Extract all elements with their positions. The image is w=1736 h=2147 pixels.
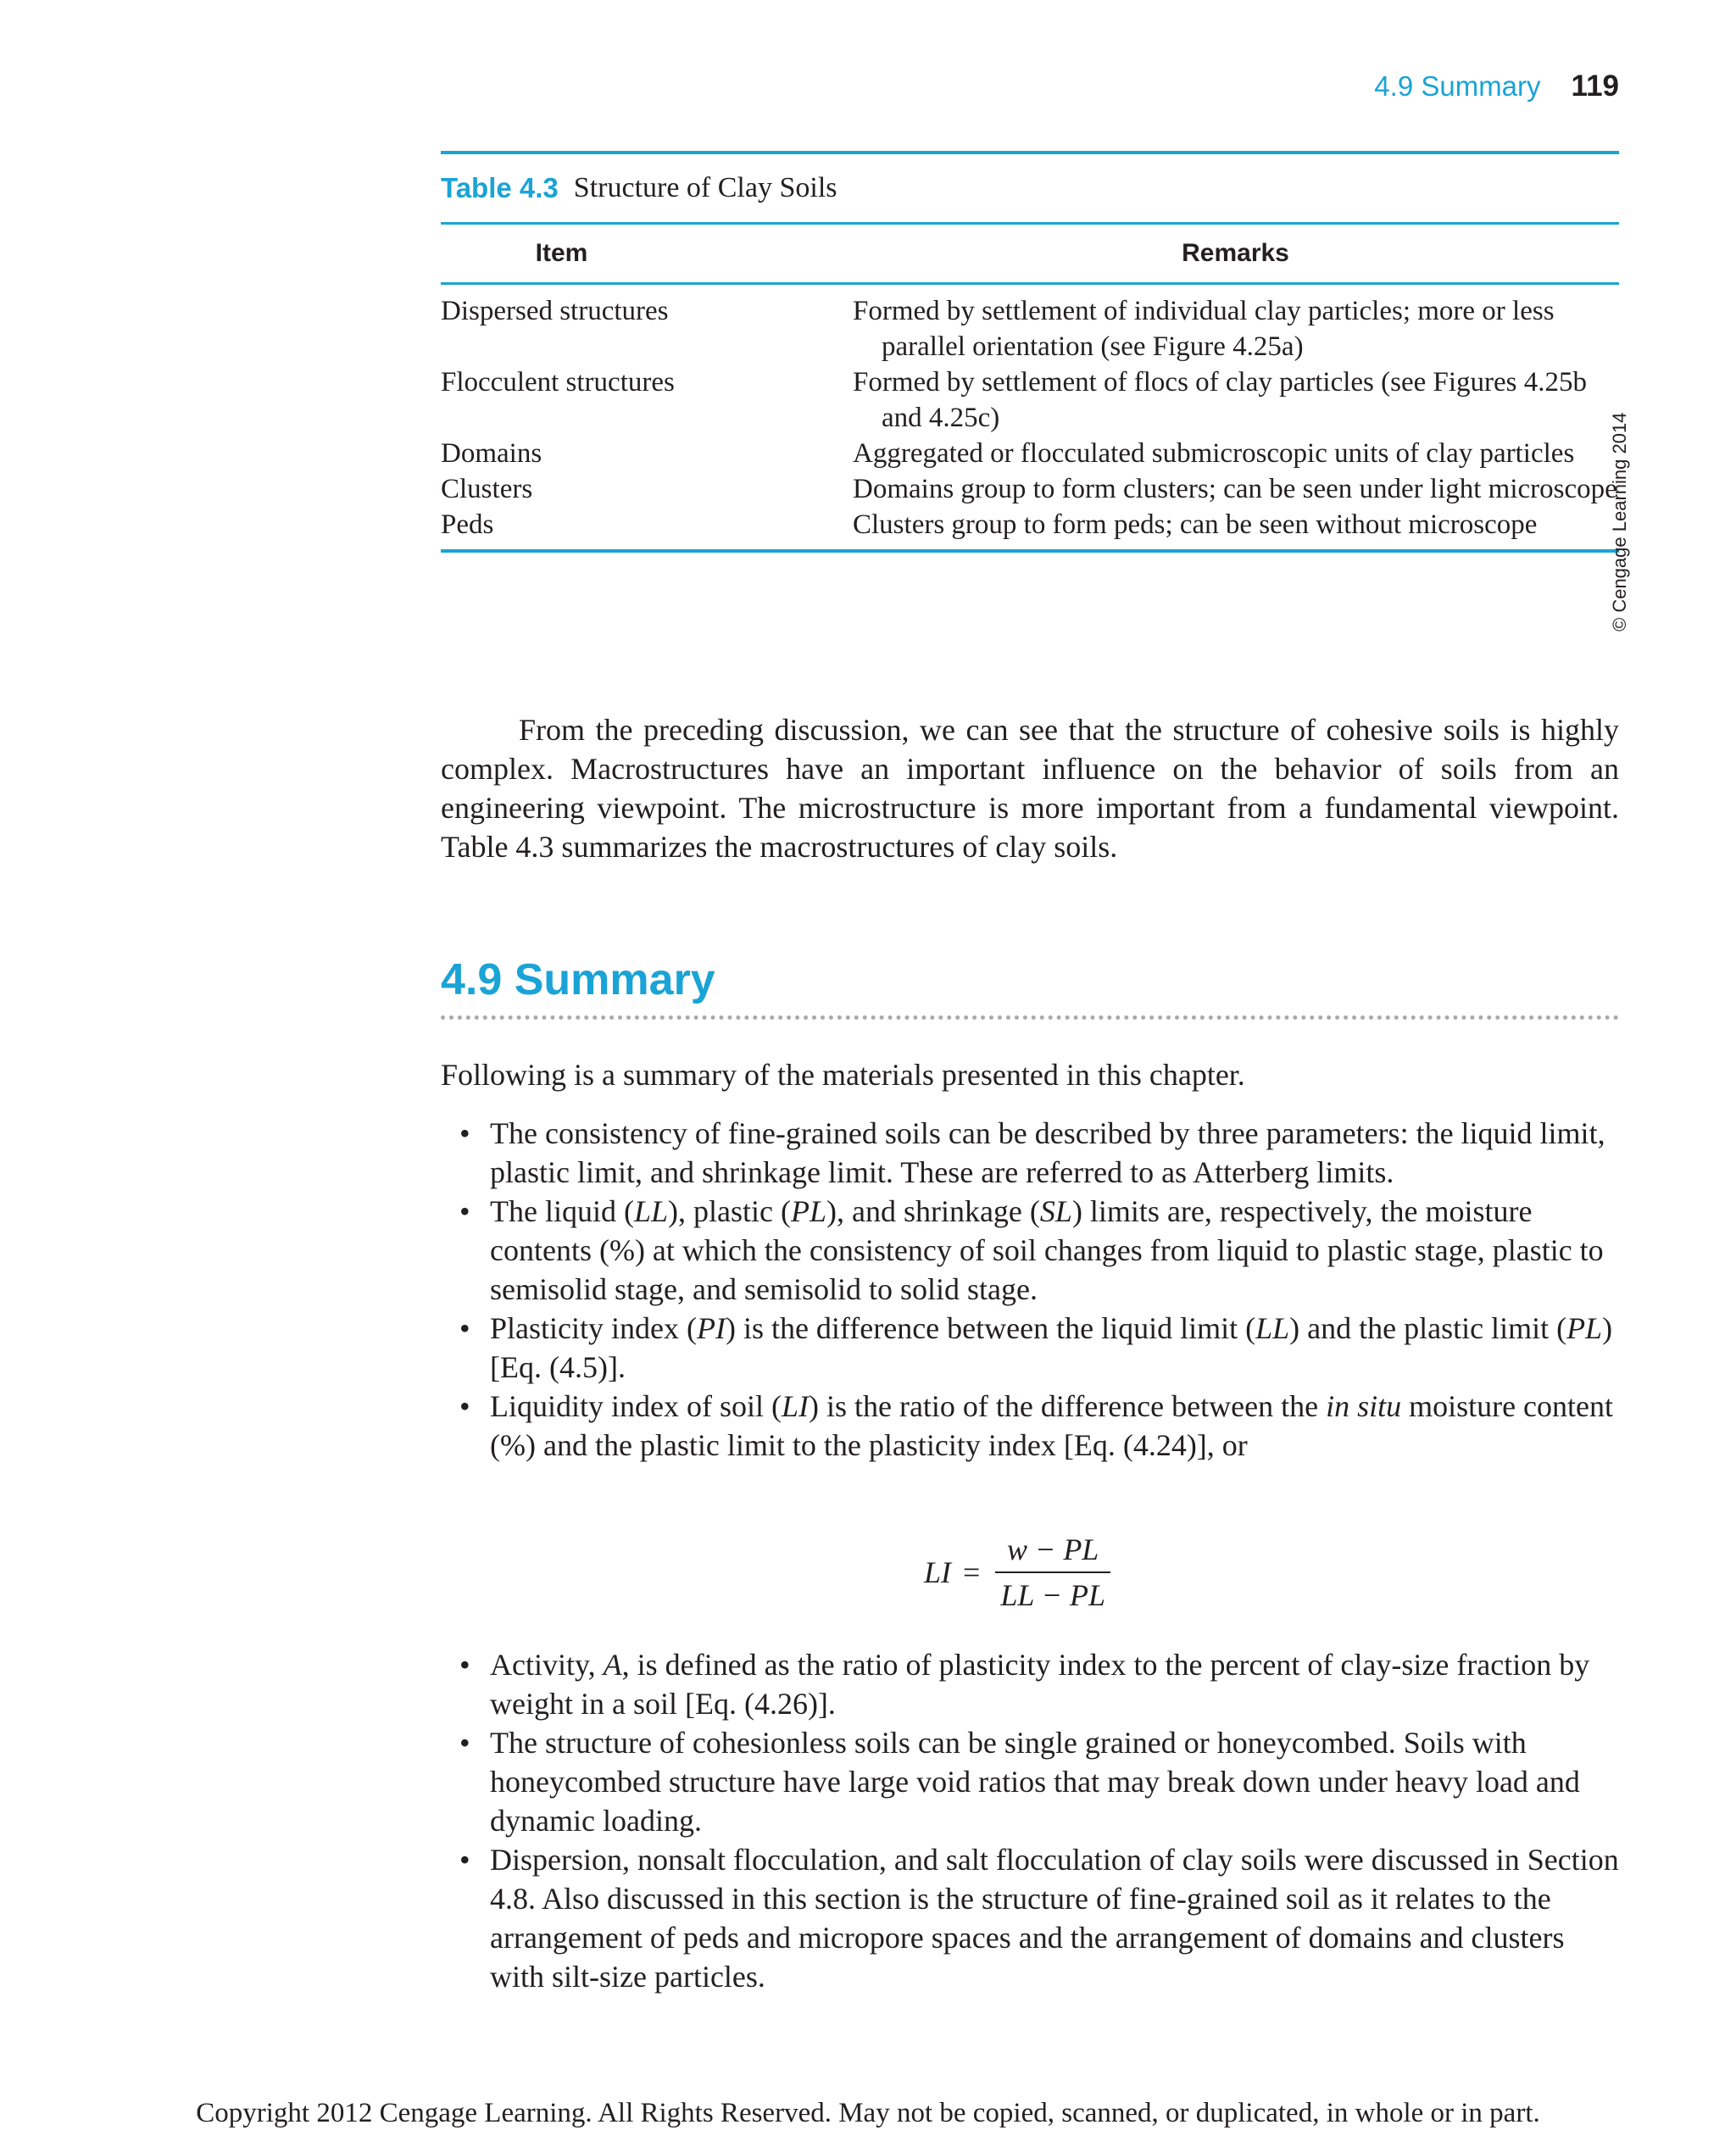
table-cell-remarks: Aggregated or flocculated submicroscopic units of clay particles	[853, 438, 1575, 469]
column-header-remarks: Remarks	[1182, 239, 1289, 267]
table-cell-item: Dispersed structures	[441, 296, 669, 326]
table-caption	[441, 154, 1619, 222]
liquidity-index-equation	[924, 1531, 1110, 1614]
table-4-3	[441, 151, 1619, 553]
equation-equals: =	[963, 1555, 981, 1589]
table-cell-item: Peds	[441, 509, 494, 540]
table-label: Table 4.3	[441, 172, 559, 203]
table-cell-remarks: Domains group to form clusters; can be seen under light microscope	[853, 474, 1617, 504]
table-cell-remarks: Formed by settlement of individual clay particles; more or less parallel orientation (see Figure 4.25a)	[853, 296, 1555, 362]
table-row	[441, 293, 1619, 364]
list-item: • Dispersion, nonsalt flocculation, and salt flocculation of clay soils were discussed in Section 4.8. Also discussed in this section is the structure of fine-grained soil as it relates to the arrangement of peds and micropore spaces and the arrangement of domains and clusters with silt-size particles.	[441, 1840, 1619, 1996]
copyright-footer: Copyright 2012 Cengage Learning. All Rights Reserved. May not be copied, scanned, or duplicated, in whole or in part.	[196, 2098, 1540, 2128]
table-body	[441, 285, 1619, 549]
table-cell-remarks: Clusters group to form peds; can be seen without microscope	[853, 509, 1538, 540]
table-title: Structure of Clay Soils	[573, 172, 837, 203]
summary-list	[441, 1114, 1619, 1465]
page-number: 119	[1571, 70, 1619, 103]
summary-intro: Following is a summary of the materials presented in this chapter.	[441, 1058, 1245, 1092]
table-header-row	[441, 225, 1619, 282]
table-row	[441, 364, 1619, 436]
list-item: • Liquidity index of soil (LI) is the ratio of the difference between the in situ moisture content (%) and the plastic limit to the plasticity index [Eq. (4.24)], or	[441, 1387, 1619, 1465]
list-item: • The liquid (LL), plastic (PL), and shrinkage (SL) limits are, respectively, the moisture contents (%) at which the consistency of soil changes from liquid to plastic stage, plastic to semisolid stage, and semisolid to solid stage.	[441, 1192, 1619, 1309]
column-header-item: Item	[535, 239, 588, 267]
section-heading: 4.9 Summary	[441, 955, 715, 1004]
table-credit: © Cengage Learning 2014	[1609, 412, 1630, 631]
section-divider	[441, 1015, 1619, 1020]
table-bottom-rule	[441, 549, 1619, 553]
table-cell-item: Clusters	[441, 474, 533, 504]
equation-lhs: LI	[924, 1555, 952, 1589]
table-cell-item: Flocculent structures	[441, 367, 675, 398]
summary-list-continued	[441, 1645, 1619, 1996]
running-head-section: 4.9 Summary	[1374, 70, 1541, 102]
table-row	[441, 436, 1619, 471]
body-paragraph: From the preceding discussion, we can see that the structure of cohesive soils is highly complex. Macrostructures have an important influence on the behavior of soils from an engineering viewpoint. The microstructure is more important from a fundamental viewpoint. Table 4.3 summarizes the macrostructures of clay soils.	[441, 713, 1619, 864]
list-item: • Activity, A, is defined as the ratio of plasticity index to the percent of clay-size fraction by weight in a soil [Eq. (4.26)].	[441, 1645, 1619, 1723]
list-item: • The structure of cohesionless soils can be single grained or honeycombed. Soils with honeycombed structure have large void ratios that may break down under heavy load and dynamic loading.	[441, 1723, 1619, 1840]
list-item: • The consistency of fine-grained soils can be described by three parameters: the liquid limit, plastic limit, and shrinkage limit. These are referred to as Atterberg limits.	[441, 1114, 1619, 1192]
table-cell-item: Domains	[441, 438, 542, 469]
table-cell-remarks: Formed by settlement of flocs of clay particles (see Figures 4.25b and 4.25c)	[853, 367, 1588, 433]
running-head	[1374, 70, 1619, 103]
table-row	[441, 471, 1619, 507]
list-item: • Plasticity index (PI) is the difference between the liquid limit (LL) and the plastic limit (PL) [Eq. (4.5)].	[441, 1309, 1619, 1387]
table-row	[441, 507, 1619, 542]
equation-fraction	[995, 1531, 1110, 1614]
equation-numerator: w − PL	[1007, 1532, 1099, 1566]
equation-denominator: LL − PL	[1000, 1578, 1106, 1612]
